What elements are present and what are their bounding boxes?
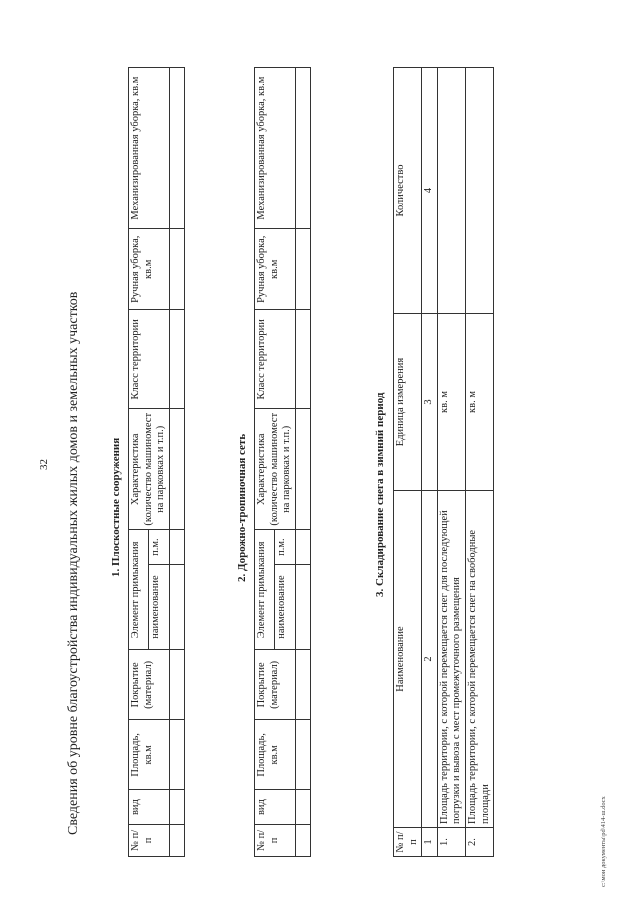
index-cell: 2 (422, 491, 438, 828)
header-num: № п/п (394, 828, 422, 857)
header-element: Элемент примыкания (129, 530, 149, 650)
header-element-name: наименование (275, 564, 295, 650)
section3-title: 3. Складирование снега в зимний период (374, 392, 386, 597)
header-element: Элемент примыкания (255, 530, 275, 650)
header-quantity: Количество (394, 68, 422, 314)
header-characteristic: Характеристика (количество машиномест на парковках и т.п.) (255, 409, 296, 530)
index-cell: 3 (422, 314, 438, 491)
row-unit: кв. м (437, 314, 465, 491)
header-manual: Ручная уборка, кв.м (129, 229, 170, 310)
row-quantity (437, 68, 465, 314)
section3-table (393, 67, 494, 857)
section2-table (254, 67, 311, 857)
section1-table (128, 67, 185, 857)
index-cell: 4 (422, 68, 438, 314)
header-element-name: наименование (149, 564, 169, 650)
header-cover: Покрытие (материал) (255, 650, 296, 720)
footer-file-path: c:\мои документы\pd\414-ш.docx (600, 796, 607, 887)
header-unit: Единица измерения (394, 314, 422, 491)
document-title: Сведения об уровне благоустройства индивидуальных жилых домов и земельных участков (66, 291, 81, 835)
row-name: Площадь территории, с которой перемещается снег для последующей погрузки и вывоза с мест промежуточного размещения (437, 491, 465, 828)
table-row (169, 68, 184, 857)
header-area: Площадь, кв.м (129, 720, 170, 790)
header-num: № п/п (255, 824, 296, 856)
header-type: вид (255, 790, 296, 824)
header-manual: Ручная уборка, кв.м (255, 229, 296, 310)
index-cell: 1 (422, 828, 438, 857)
rotated-page (18, 27, 618, 887)
table-row (437, 68, 465, 857)
section1-title: 1. Плоскостные сооружения (110, 437, 122, 577)
header-name: Наименование (394, 491, 422, 828)
header-mechanized: Механизированная уборка, кв.м (129, 68, 170, 229)
header-type: вид (129, 790, 170, 824)
header-class: Класс территории (129, 310, 170, 409)
row-quantity (465, 68, 493, 314)
row-num: 2. (465, 828, 493, 857)
page-number: 32 (38, 459, 50, 470)
row-num: 1. (437, 828, 465, 857)
row-name: Площадь территории, с которой перемещается снег на свободные площади (465, 491, 493, 828)
index-row (422, 68, 438, 857)
table-row (465, 68, 493, 857)
header-mechanized: Механизированная уборка, кв.м (255, 68, 296, 229)
header-num: № п/п (129, 824, 170, 856)
header-element-lm: п.м. (149, 530, 169, 564)
header-characteristic: Характеристика (количество машиномест на парковках и т.п.) (129, 409, 170, 530)
header-area: Площадь, кв.м (255, 720, 296, 790)
header-class: Класс территории (255, 310, 296, 409)
header-element-lm: п.м. (275, 530, 295, 564)
row-unit: кв. м (465, 314, 493, 491)
table-row (295, 68, 310, 857)
section2-title: 2. Дорожно-тропиночная сеть (236, 433, 248, 582)
header-cover: Покрытие (материал) (129, 650, 170, 720)
